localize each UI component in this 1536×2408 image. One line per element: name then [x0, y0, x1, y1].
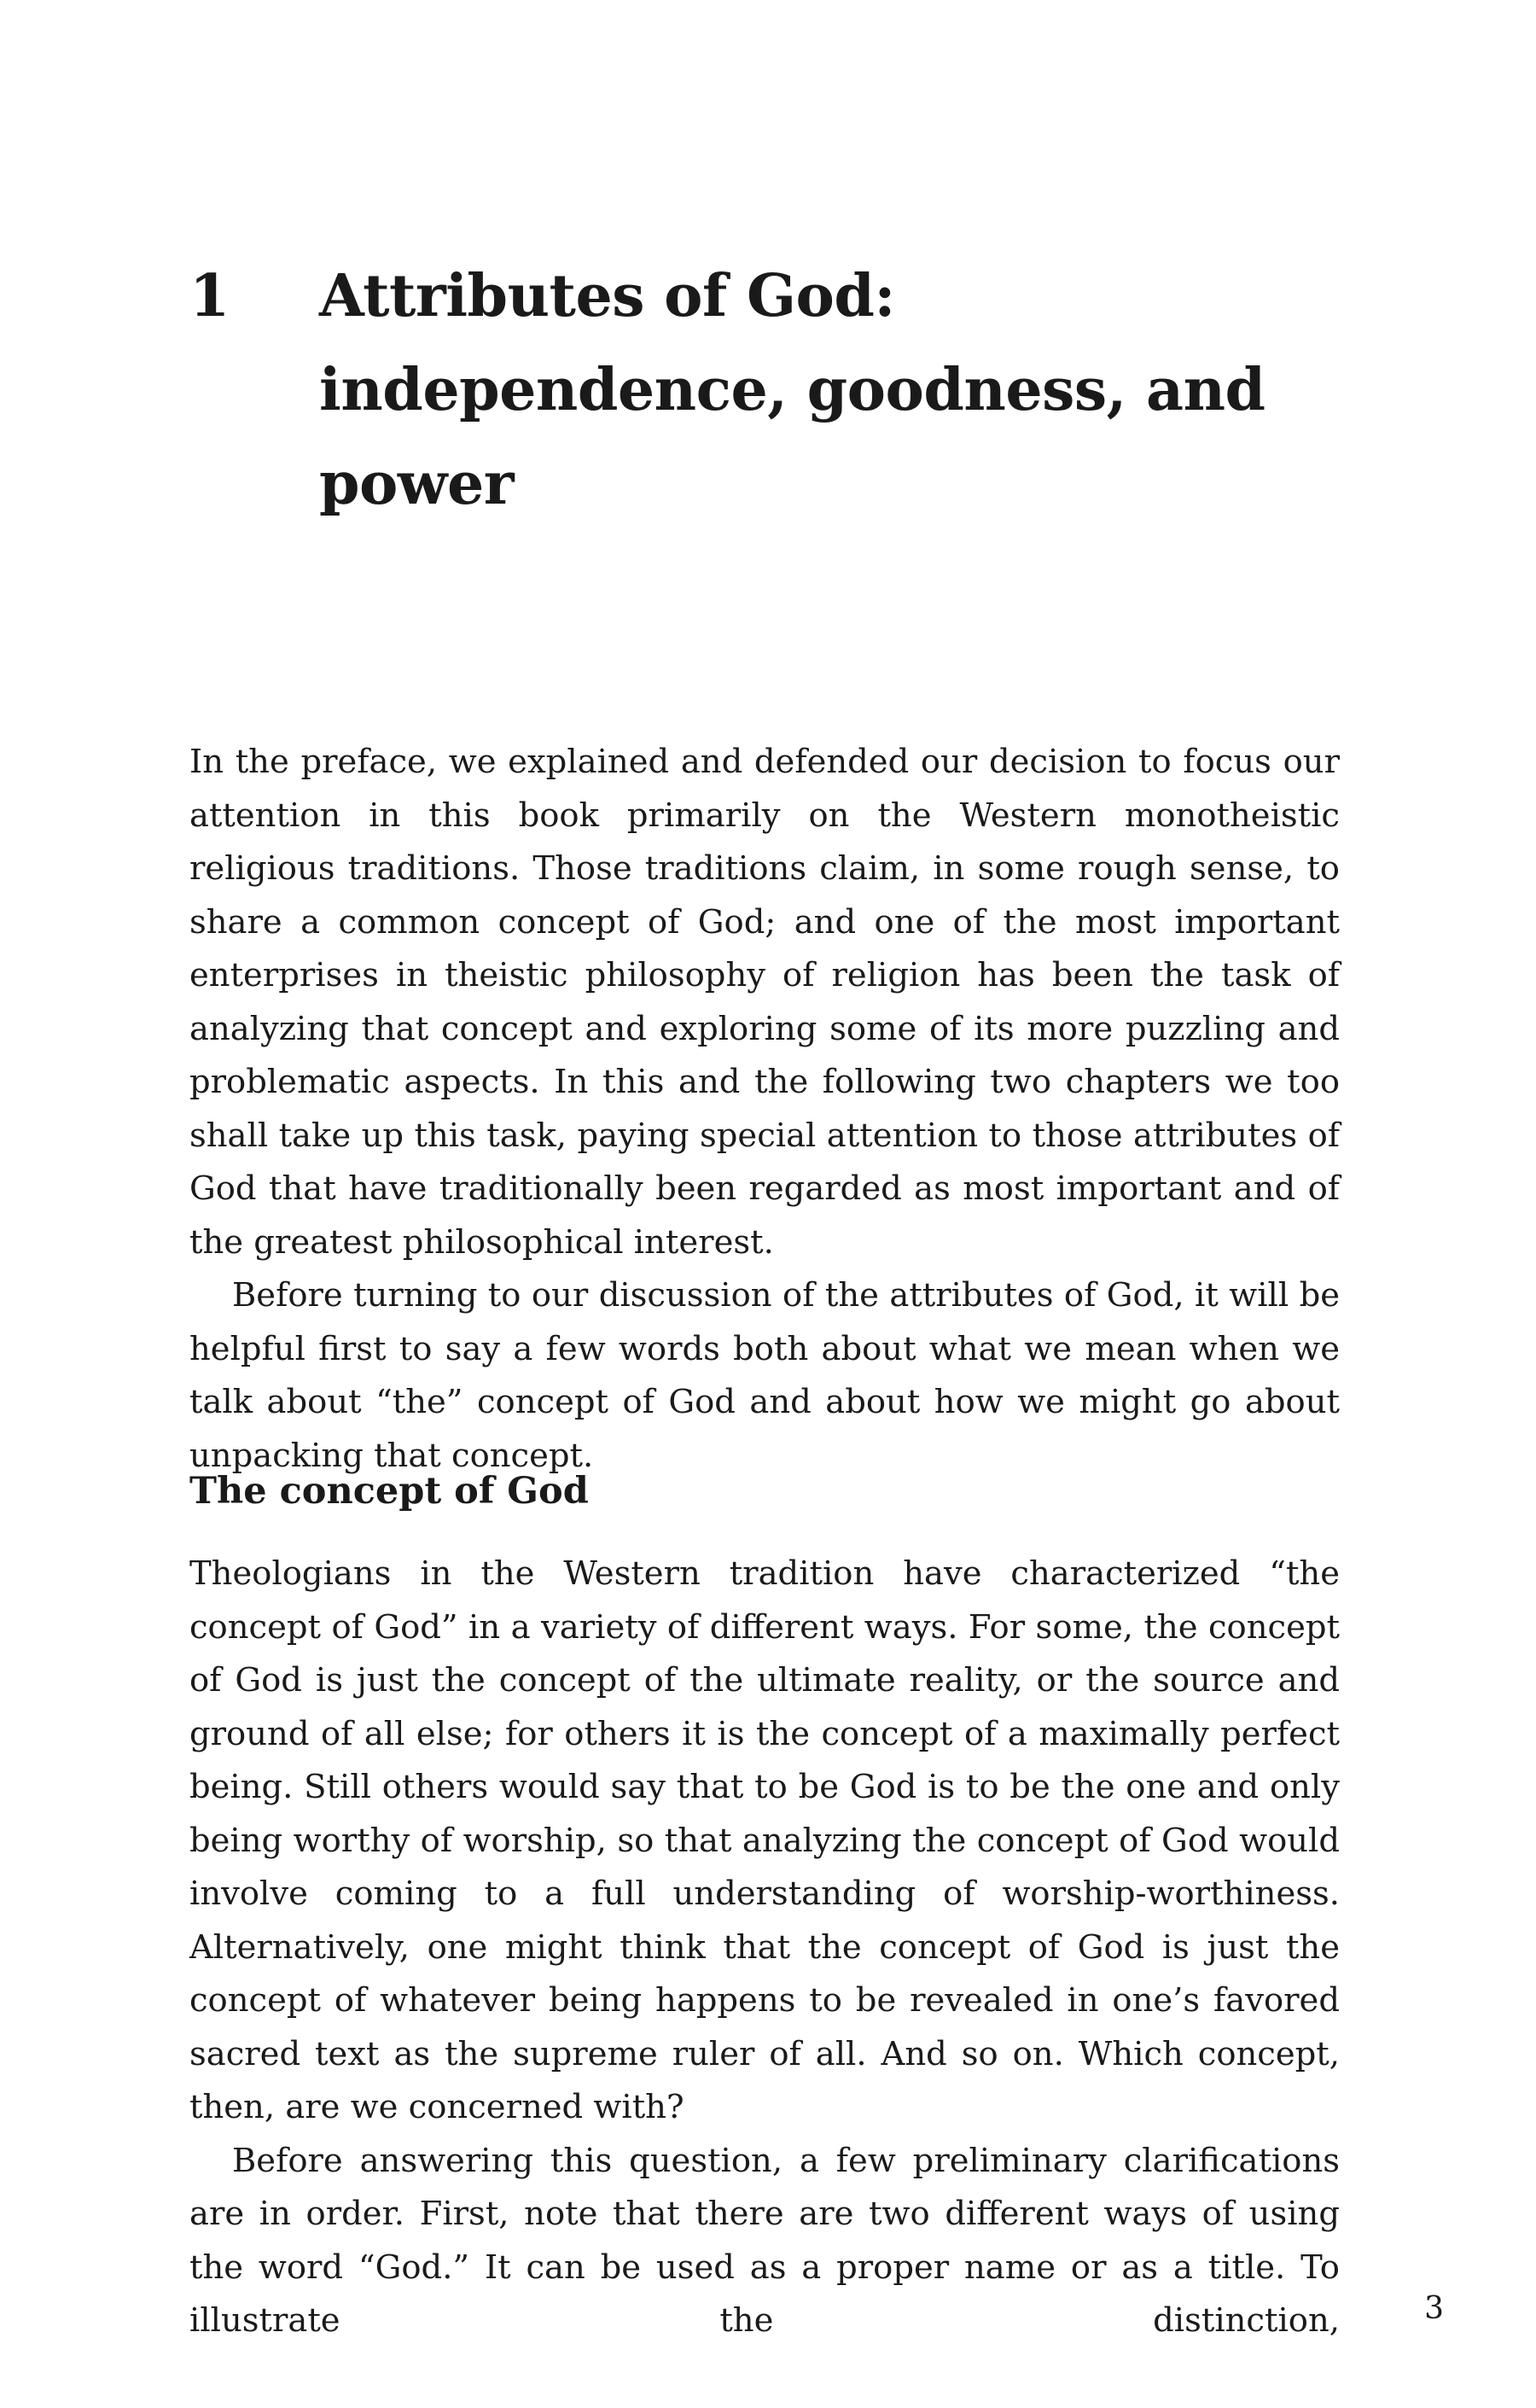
page-number: 3	[1424, 2291, 1444, 2326]
intro-paragraph-1: In the preface, we explained and defended our decision to focus our attention in this book primarily on the Western monotheistic religious traditions. Those traditions claim, in some rough sense, to share a common concept of God; and one of the most important enterprises in theistic philosophy of religion has been the task of analyzing that concept and exploring some of its more puzzling and problematic aspects. In this and the following two chapters we too shall take up this task, paying special attention to those attributes of God that have traditionally been regarded as most important and of the greatest philosophical interest.	[189, 743, 1340, 1262]
chapter-number: 1	[189, 262, 230, 330]
intro-paragraph-2: Before turning to our discussion of the attributes of God, it will be helpful first to say a few words both about what we mean when we talk about “the” concept of God and about how we might go about unpacking that concept.	[189, 1276, 1340, 1475]
intro-text	[189, 736, 1340, 1483]
section-text	[189, 1548, 1340, 2348]
section-paragraph-2: Before answering this question, a few preliminary clarifications are in order. First, note that there are two different ways of using the word “God.” It can be used as a proper name or as a title. To illustrate the distinction,	[189, 2141, 1340, 2340]
section-heading: The concept of God	[189, 1470, 589, 1513]
section-paragraph-1: Theologians in the Western tradition have characterized “the concept of God” in a variety of different ways. For some, the concept of God is just the concept of the ultimate reality, or the source and ground of all else; for others it is the concept of a maximally perfect being. Still others would say that to be God is to be the one and only being worthy of worship, so that analyzing the concept of God would involve coming to a full understanding of worship-worthiness. Alternatively, one might think that the concept of God is just the concept of whatever being happens to be revealed in one’s favored sacred text as the supreme ruler of all. And so on. Which concept, then, are we concerned with?	[189, 1554, 1340, 2126]
chapter-title: Attributes of God: independence, goodness, and power	[319, 262, 1265, 518]
